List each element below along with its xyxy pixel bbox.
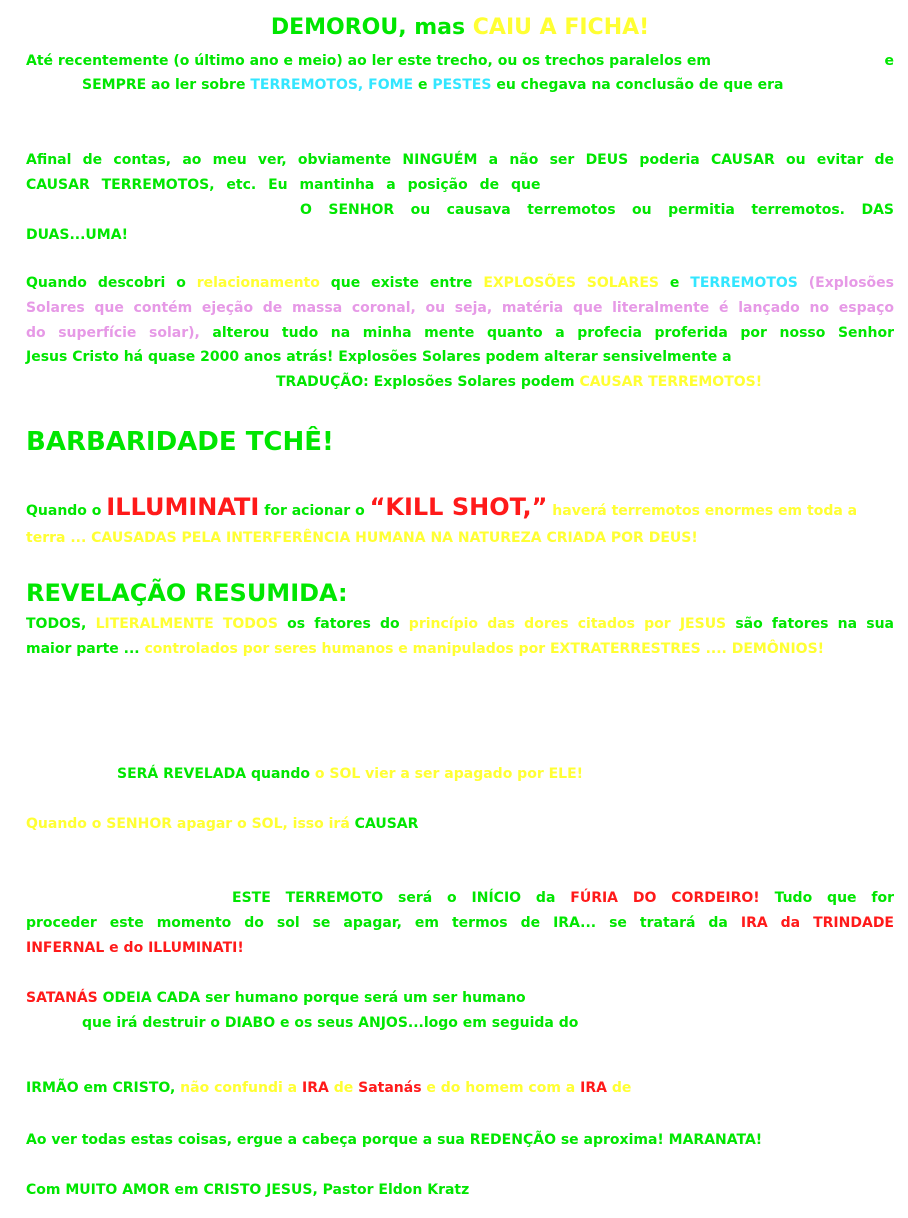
p1-line-2: SEMPRE ao ler sobre TERREMOTOS, FOME e PESTES eu chegava na conclusão de que era — [82, 77, 784, 93]
p7-line: Quando o SENHOR apagar o SOL, isso irá CAUSAR — [26, 816, 419, 832]
heading-barbaridade: BARBARIDADE TCHÊ! — [26, 427, 334, 457]
p8-line-3: INFERNAL e do ILLUMINATI! — [26, 940, 244, 956]
p6-line: SERÁ REVELADA quando o SOL vier a ser apagado por ELE! — [117, 766, 584, 782]
p9-line-1: SATANÁS ODEIA CADA ser humano porque será um ser humano — [26, 990, 526, 1006]
p2-line-3: O SENHOR ou causava terremotos ou permitia terremotos. DAS — [300, 202, 894, 218]
p5-line-1: TODOS, LITERALMENTE TODOS os fatores do princípio das dores citados por JESUS são fatores na sua — [26, 616, 895, 632]
p10-line: IRMÃO em CRISTO, não confundi a IRA de Satanás e do homem com a IRA de — [26, 1080, 632, 1096]
document-title: DEMOROU, mas CAIU A FICHA! — [270, 15, 650, 40]
p1-line-1: Até recentemente (o último ano e meio) ao ler este trecho, ou os trechos paralelos em e — [26, 53, 894, 69]
p3-line-5: TRADUÇÃO: Explosões Solares podem CAUSAR TERREMOTOS! — [276, 374, 763, 390]
p2-line-1: Afinal de contas, ao meu ver, obviamente NINGUÉM a não ser DEUS poderia CAUSAR ou evitar de — [26, 152, 894, 168]
p2-line-4: DUAS...UMA! — [26, 227, 128, 243]
p3-line-2: Solares que contém ejeção de massa coronal, ou seja, matéria que literalmente é lançado no espaço — [26, 300, 894, 316]
signature: Com MUITO AMOR em CRISTO JESUS, Pastor Eldon Kratz — [26, 1182, 470, 1198]
p8-line-2: proceder este momento do sol se apagar, em termos de IRA... se tratará da IRA da TRINDADE — [26, 915, 894, 931]
p11-line: Ao ver todas estas coisas, ergue a cabeça porque a sua REDENÇÃO se aproxima! MARANATA! — [26, 1132, 763, 1148]
p3-line-4: Jesus Cristo há quase 2000 anos atrás! Explosões Solares podem alterar sensivelmente a — [26, 349, 732, 365]
p8-line-1: ESTE TERREMOTO será o INÍCIO da FÚRIA DO CORDEIRO! Tudo que for — [232, 890, 895, 906]
p9-line-2: que irá destruir o DIABO e os seus ANJOS...logo em seguida do — [82, 1015, 579, 1031]
heading-revelacao: REVELAÇÃO RESUMIDA: — [26, 579, 348, 607]
p3-line-1: Quando descobri o relacionamento que existe entre EXPLOSÕES SOLARES e TERREMOTOS (Explosões — [26, 275, 894, 291]
p4-line-2: terra ... CAUSADAS PELA INTERFERÊNCIA HUMANA NA NATUREZA CRIADA POR DEUS! — [26, 530, 698, 546]
p5-line-2: maior parte ... controlados por seres humanos e manipulados por EXTRATERRESTRES .... DEMÔNIOS! — [26, 641, 825, 657]
p4-line-1: Quando o ILLUMINATI for acionar o “KILL SHOT,” haverá terremotos enormes em toda a — [26, 493, 858, 521]
p2-line-2: CAUSAR TERREMOTOS, etc. Eu mantinha a posição de que — [26, 177, 541, 193]
p3-line-3: do superfície solar), alterou tudo na minha mente quanto a profecia proferida por nosso Senhor — [26, 325, 894, 341]
